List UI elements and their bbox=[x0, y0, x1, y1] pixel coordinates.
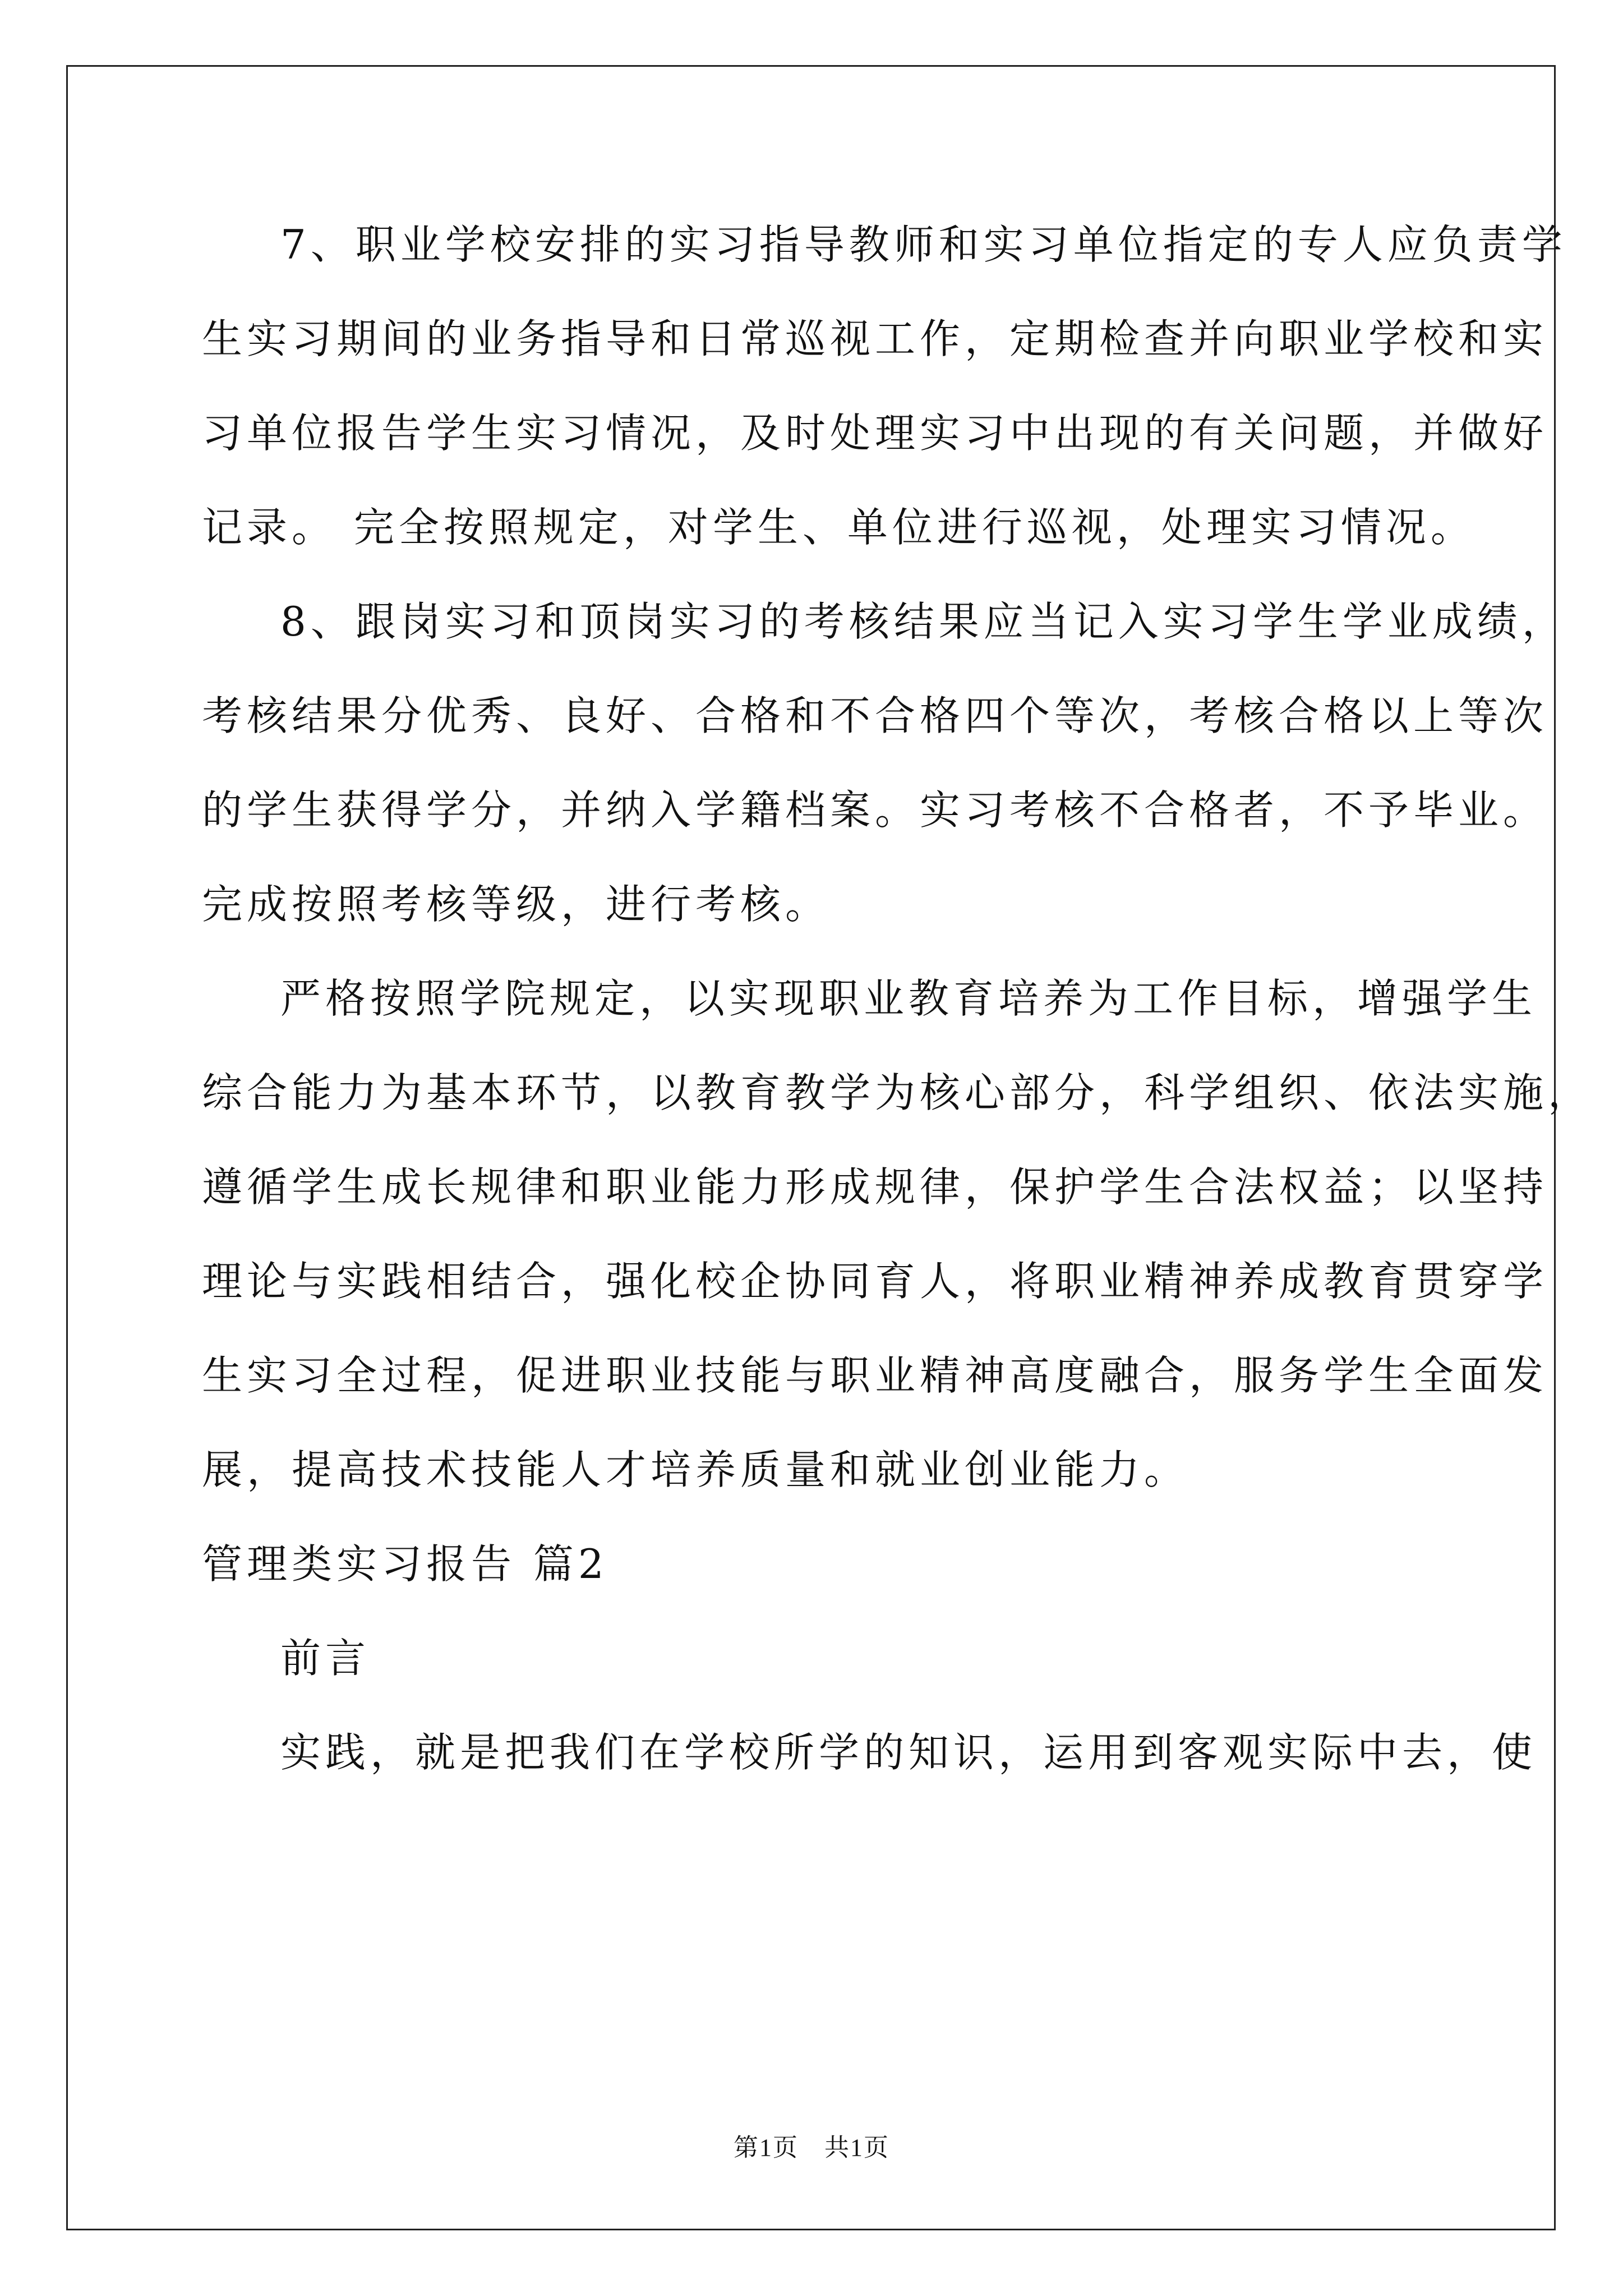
section-heading: 管理类实习报告 篇2 bbox=[202, 1540, 608, 1588]
paragraph-8-line-3: 的学生获得学分，并纳入学籍档案。实习考核不合格者，不予毕业。 bbox=[202, 786, 1548, 834]
summary-paragraph-line-1: 严格按照学院规定，以实现职业教育培养为工作目标，增强学生 bbox=[280, 975, 1537, 1022]
paragraph-8-line-1: 8、跟岗实习和顶岗实习的考核结果应当记入实习学生学业成绩， bbox=[280, 598, 1567, 645]
preface-heading: 前言 bbox=[280, 1635, 371, 1682]
paragraph-8-line-2: 考核结果分优秀、良好、合格和不合格四个等次，考核合格以上等次 bbox=[202, 692, 1548, 739]
page-border bbox=[66, 65, 1556, 2230]
summary-paragraph-line-2: 综合能力为基本环节，以教育教学为核心部分，科学组织、依法实施， bbox=[202, 1069, 1593, 1116]
summary-paragraph-line-5: 生实习全过程，促进职业技能与职业精神高度融合，服务学生全面发 bbox=[202, 1352, 1548, 1399]
summary-paragraph-line-4: 理论与实践相结合，强化校企协同育人，将职业精神养成教育贯穿学 bbox=[202, 1258, 1548, 1305]
page-number-footer: 第1页 共1页 bbox=[734, 2134, 889, 2161]
paragraph-7-line-2: 生实习期间的业务指导和日常巡视工作，定期检查并向职业学校和实 bbox=[202, 315, 1548, 362]
preface-paragraph-line-1: 实践，就是把我们在学校所学的知识，运用到客观实际中去，使 bbox=[280, 1729, 1537, 1776]
paragraph-7-line-1: 7、职业学校安排的实习指导教师和实习单位指定的专人应负责学 bbox=[280, 221, 1567, 268]
summary-paragraph-line-6: 展，提高技术技能人才培养质量和就业创业能力。 bbox=[202, 1446, 1189, 1493]
paragraph-7-line-3: 习单位报告学生实习情况，及时处理实习中出现的有关问题，并做好 bbox=[202, 409, 1548, 457]
summary-paragraph-line-3: 遵循学生成长规律和职业能力形成规律，保护学生合法权益；以坚持 bbox=[202, 1163, 1548, 1211]
paragraph-8-line-4: 完成按照考核等级，进行考核。 bbox=[202, 881, 831, 928]
paragraph-7-line-4: 记录。 完全按照规定，对学生、单位进行巡视，处理实习情况。 bbox=[202, 504, 1476, 551]
